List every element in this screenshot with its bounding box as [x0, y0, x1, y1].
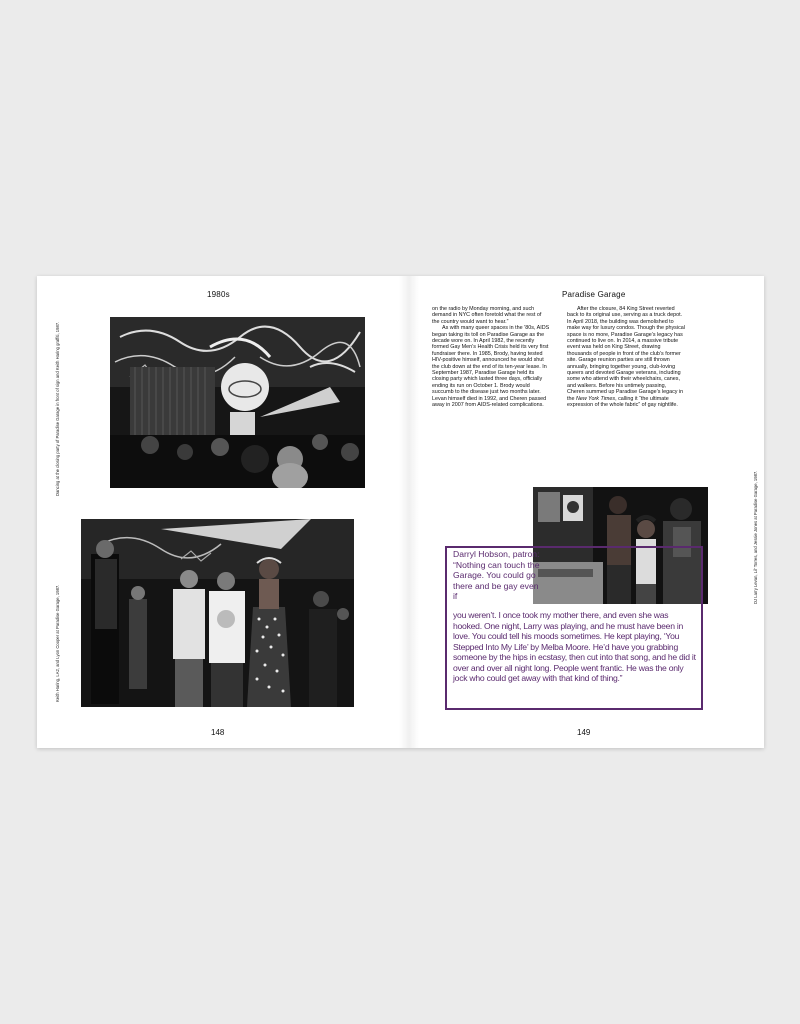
caption-photo-right: DJ Larry Levan, Lil' Torres, and Jessie Jones at Paradise Garage, 1987.	[753, 470, 758, 604]
photo-haring-la2-cooper	[81, 519, 354, 707]
right-folio: 149	[577, 728, 591, 737]
body-paragraph: After the closure, 84 King Street reverted back to its original use, serving as a truck depot. In April 2018, the building was demolished to make way for luxury condos. Though the physical space is no more, Paradise Garage’s legacy has continued to live on. In 2014, a massive tribute event was held on King Street, drawing thousands of people in front of the club’s former site. Garage reunion parties are still thrown annually, bringing together young, club-loving queers and devoted Garage veterans, including some who attend with their wheelchairs, canes, and walkers. Before his untimely passing, Cheren summed up Paradise Garage’s legacy in the New York Times, calling it “the ultimate expression of the whole fabric” of gay nightlife.	[567, 306, 685, 409]
pull-quote-text: you weren’t. I once took my mother there, and even she was hooked. One night, Larry was playing, and he must have been in love. You could tell his moods sometimes. He kept playing, ‘You Stepped Into My Life’ by Melba Moore. He’d have you grabbing someone by the hips in ecstasy, then cut into that song, and he did it over and over all night long. People went frantic. He was the only jock who could get away with that kind of thing.”	[453, 610, 696, 683]
left-folio: 148	[211, 728, 225, 737]
caption-photo-top: Dancing at the closing party of Paradise Garage in front of sign and Keith Haring graffiti, 1987.	[55, 321, 60, 496]
body-paragraph: As with many queer spaces in the ’80s, AIDS began taking its toll on Paradise Garage as the decade wore on. In April 1982, the recently formed Gay Men’s Health Crisis held its very first fundraiser there. In 1985, Brody, having tested HIV-positive himself, announced he would shut the club down at the end of its ten-year lease. In September 1987, Paradise Garage held its closing party which lasted three days, officially ending its run on October 1. Brody would succumb to the disease just two months later. Levan himself died in 1992, and Cheren passed away in 2007 from AIDS-related complications.	[432, 325, 550, 409]
right-running-head: Paradise Garage	[562, 290, 626, 299]
gutter-fold	[399, 276, 419, 748]
pull-quote	[445, 546, 703, 710]
pull-quote-head: Darryl Hobson, patron: “Nothing can touch the Garage. You could go there and be gay even if	[453, 549, 540, 601]
left-running-head: 1980s	[207, 290, 230, 299]
photo-dance-floor-haring-sign	[110, 317, 365, 488]
body-paragraph: on the radio by Monday morning, and such demand in NYC often foretold what the rest of the country would want to hear.”	[432, 306, 542, 325]
body-column-2	[567, 306, 685, 409]
body-column-1	[432, 306, 550, 409]
publication-title: New York Times	[576, 395, 616, 402]
book-spread	[37, 276, 764, 748]
caption-photo-bottom: Keith Haring, LA2, and Lyon Cooper at Paradise Garage, 1987.	[55, 584, 60, 702]
